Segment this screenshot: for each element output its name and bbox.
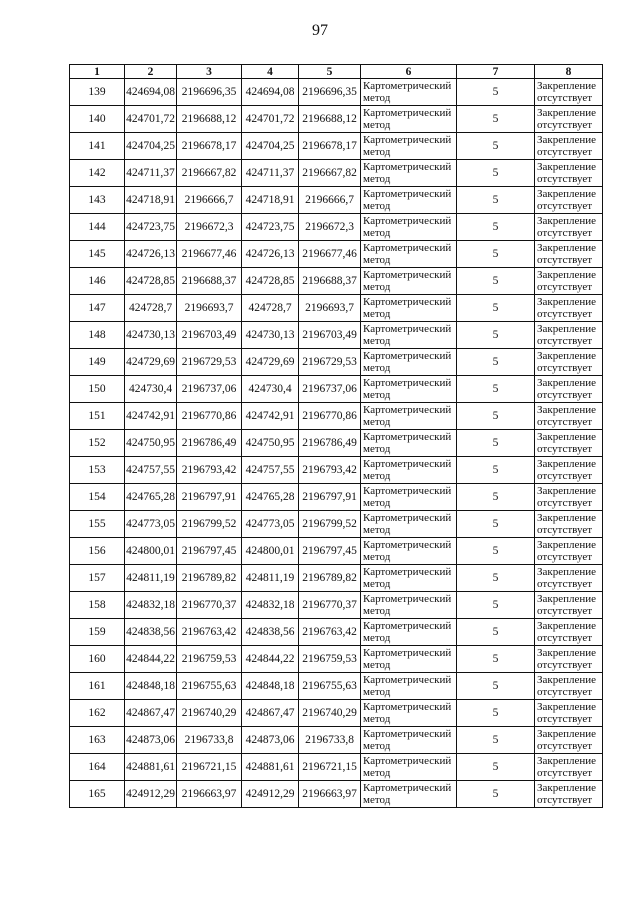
- y-coordinate-2-cell: 2196703,49: [299, 322, 361, 349]
- fixation-cell: Закрепление отсутствует: [535, 241, 603, 268]
- y-coordinate-2-cell: 2196672,3: [299, 214, 361, 241]
- y-coordinate-cell: 2196688,37: [177, 268, 242, 295]
- x-coordinate-cell: 424873,06: [125, 727, 177, 754]
- table-row: [70, 565, 603, 592]
- y-coordinate-2-cell: 2196770,37: [299, 592, 361, 619]
- accuracy-cell: 5: [457, 106, 535, 133]
- table-body: [70, 79, 603, 808]
- x-coordinate-2-cell: 424873,06: [242, 727, 299, 754]
- fixation-cell: Закрепление отсутствует: [535, 133, 603, 160]
- point-number-cell: 145: [70, 241, 125, 268]
- y-coordinate-cell: 2196799,52: [177, 511, 242, 538]
- y-coordinate-cell: 2196770,86: [177, 403, 242, 430]
- y-coordinate-2-cell: 2196666,7: [299, 187, 361, 214]
- table-row: [70, 133, 603, 160]
- y-coordinate-2-cell: 2196693,7: [299, 295, 361, 322]
- x-coordinate-2-cell: 424838,56: [242, 619, 299, 646]
- x-coordinate-2-cell: 424800,01: [242, 538, 299, 565]
- method-cell: Картометрический метод: [361, 160, 457, 187]
- accuracy-cell: 5: [457, 700, 535, 727]
- point-number-cell: 163: [70, 727, 125, 754]
- x-coordinate-2-cell: 424728,7: [242, 295, 299, 322]
- table-row: [70, 754, 603, 781]
- y-coordinate-2-cell: 2196663,97: [299, 781, 361, 808]
- x-coordinate-2-cell: 424723,75: [242, 214, 299, 241]
- point-number-cell: 156: [70, 538, 125, 565]
- x-coordinate-cell: 424730,4: [125, 376, 177, 403]
- y-coordinate-cell: 2196672,3: [177, 214, 242, 241]
- y-coordinate-cell: 2196693,7: [177, 295, 242, 322]
- method-cell: Картометрический метод: [361, 700, 457, 727]
- method-cell: Картометрический метод: [361, 484, 457, 511]
- accuracy-cell: 5: [457, 214, 535, 241]
- x-coordinate-cell: 424765,28: [125, 484, 177, 511]
- method-cell: Картометрический метод: [361, 349, 457, 376]
- method-cell: Картометрический метод: [361, 214, 457, 241]
- accuracy-cell: 5: [457, 565, 535, 592]
- accuracy-cell: 5: [457, 160, 535, 187]
- fixation-cell: Закрепление отсутствует: [535, 646, 603, 673]
- x-coordinate-2-cell: 424728,85: [242, 268, 299, 295]
- method-cell: Картометрический метод: [361, 106, 457, 133]
- x-coordinate-cell: 424773,05: [125, 511, 177, 538]
- table-row: [70, 295, 603, 322]
- point-number-cell: 139: [70, 79, 125, 106]
- table-row: [70, 79, 603, 106]
- accuracy-cell: 5: [457, 673, 535, 700]
- method-cell: Картометрический метод: [361, 322, 457, 349]
- x-coordinate-cell: 424757,55: [125, 457, 177, 484]
- x-coordinate-cell: 424832,18: [125, 592, 177, 619]
- fixation-cell: Закрепление отсутствует: [535, 565, 603, 592]
- table-row: [70, 268, 603, 295]
- x-coordinate-cell: 424881,61: [125, 754, 177, 781]
- accuracy-cell: 5: [457, 79, 535, 106]
- x-coordinate-2-cell: 424701,72: [242, 106, 299, 133]
- x-coordinate-cell: 424728,7: [125, 295, 177, 322]
- fixation-cell: Закрепление отсутствует: [535, 403, 603, 430]
- accuracy-cell: 5: [457, 349, 535, 376]
- table-row: [70, 484, 603, 511]
- y-coordinate-2-cell: 2196793,42: [299, 457, 361, 484]
- x-coordinate-cell: 424730,13: [125, 322, 177, 349]
- y-coordinate-2-cell: 2196721,15: [299, 754, 361, 781]
- method-cell: Картометрический метод: [361, 619, 457, 646]
- x-coordinate-cell: 424912,29: [125, 781, 177, 808]
- method-cell: Картометрический метод: [361, 241, 457, 268]
- header-cell: 1: [70, 65, 125, 79]
- header-cell: 2: [125, 65, 177, 79]
- table-row: [70, 160, 603, 187]
- accuracy-cell: 5: [457, 619, 535, 646]
- y-coordinate-cell: 2196703,49: [177, 322, 242, 349]
- method-cell: Картометрический метод: [361, 295, 457, 322]
- accuracy-cell: 5: [457, 376, 535, 403]
- x-coordinate-cell: 424704,25: [125, 133, 177, 160]
- accuracy-cell: 5: [457, 322, 535, 349]
- y-coordinate-2-cell: 2196770,86: [299, 403, 361, 430]
- x-coordinate-cell: 424867,47: [125, 700, 177, 727]
- fixation-cell: Закрепление отсутствует: [535, 511, 603, 538]
- y-coordinate-2-cell: 2196696,35: [299, 79, 361, 106]
- x-coordinate-2-cell: 424730,13: [242, 322, 299, 349]
- y-coordinate-cell: 2196677,46: [177, 241, 242, 268]
- x-coordinate-cell: 424844,22: [125, 646, 177, 673]
- table-row: [70, 511, 603, 538]
- fixation-cell: Закрепление отсутствует: [535, 79, 603, 106]
- fixation-cell: Закрепление отсутствует: [535, 160, 603, 187]
- table-row: [70, 106, 603, 133]
- y-coordinate-2-cell: 2196688,12: [299, 106, 361, 133]
- point-number-cell: 141: [70, 133, 125, 160]
- table-row: [70, 538, 603, 565]
- method-cell: Картометрический метод: [361, 673, 457, 700]
- y-coordinate-cell: 2196667,82: [177, 160, 242, 187]
- x-coordinate-2-cell: 424757,55: [242, 457, 299, 484]
- x-coordinate-2-cell: 424729,69: [242, 349, 299, 376]
- fixation-cell: Закрепление отсутствует: [535, 430, 603, 457]
- x-coordinate-cell: 424694,08: [125, 79, 177, 106]
- y-coordinate-cell: 2196663,97: [177, 781, 242, 808]
- accuracy-cell: 5: [457, 781, 535, 808]
- table-row: [70, 349, 603, 376]
- fixation-cell: Закрепление отсутствует: [535, 214, 603, 241]
- y-coordinate-2-cell: 2196759,53: [299, 646, 361, 673]
- method-cell: Картометрический метод: [361, 376, 457, 403]
- y-coordinate-2-cell: 2196737,06: [299, 376, 361, 403]
- header-cell: 7: [457, 65, 535, 79]
- x-coordinate-2-cell: 424773,05: [242, 511, 299, 538]
- y-coordinate-2-cell: 2196799,52: [299, 511, 361, 538]
- x-coordinate-cell: 424811,19: [125, 565, 177, 592]
- accuracy-cell: 5: [457, 592, 535, 619]
- method-cell: Картометрический метод: [361, 565, 457, 592]
- method-cell: Картометрический метод: [361, 430, 457, 457]
- y-coordinate-2-cell: 2196688,37: [299, 268, 361, 295]
- fixation-cell: Закрепление отсутствует: [535, 538, 603, 565]
- x-coordinate-cell: 424701,72: [125, 106, 177, 133]
- y-coordinate-cell: 2196793,42: [177, 457, 242, 484]
- y-coordinate-cell: 2196786,49: [177, 430, 242, 457]
- fixation-cell: Закрепление отсутствует: [535, 727, 603, 754]
- point-number-cell: 140: [70, 106, 125, 133]
- fixation-cell: Закрепление отсутствует: [535, 295, 603, 322]
- accuracy-cell: 5: [457, 187, 535, 214]
- y-coordinate-cell: 2196666,7: [177, 187, 242, 214]
- table-row: [70, 430, 603, 457]
- x-coordinate-2-cell: 424750,95: [242, 430, 299, 457]
- method-cell: Картометрический метод: [361, 592, 457, 619]
- point-number-cell: 154: [70, 484, 125, 511]
- fixation-cell: Закрепление отсутствует: [535, 187, 603, 214]
- table-row: [70, 187, 603, 214]
- point-number-cell: 150: [70, 376, 125, 403]
- x-coordinate-cell: 424711,37: [125, 160, 177, 187]
- x-coordinate-cell: 424718,91: [125, 187, 177, 214]
- point-number-cell: 144: [70, 214, 125, 241]
- method-cell: Картометрический метод: [361, 133, 457, 160]
- point-number-cell: 162: [70, 700, 125, 727]
- fixation-cell: Закрепление отсутствует: [535, 700, 603, 727]
- point-number-cell: 143: [70, 187, 125, 214]
- accuracy-cell: 5: [457, 484, 535, 511]
- accuracy-cell: 5: [457, 646, 535, 673]
- x-coordinate-2-cell: 424811,19: [242, 565, 299, 592]
- x-coordinate-2-cell: 424726,13: [242, 241, 299, 268]
- table-row: [70, 646, 603, 673]
- y-coordinate-2-cell: 2196729,53: [299, 349, 361, 376]
- table-row: [70, 403, 603, 430]
- y-coordinate-2-cell: 2196667,82: [299, 160, 361, 187]
- y-coordinate-2-cell: 2196733,8: [299, 727, 361, 754]
- table-row: [70, 241, 603, 268]
- y-coordinate-cell: 2196755,63: [177, 673, 242, 700]
- table-row: [70, 619, 603, 646]
- y-coordinate-2-cell: 2196797,91: [299, 484, 361, 511]
- accuracy-cell: 5: [457, 457, 535, 484]
- x-coordinate-2-cell: 424832,18: [242, 592, 299, 619]
- method-cell: Картометрический метод: [361, 187, 457, 214]
- y-coordinate-cell: 2196733,8: [177, 727, 242, 754]
- x-coordinate-cell: 424848,18: [125, 673, 177, 700]
- point-number-cell: 147: [70, 295, 125, 322]
- x-coordinate-2-cell: 424704,25: [242, 133, 299, 160]
- fixation-cell: Закрепление отсутствует: [535, 268, 603, 295]
- page-number: 97: [312, 22, 328, 39]
- accuracy-cell: 5: [457, 403, 535, 430]
- y-coordinate-cell: 2196737,06: [177, 376, 242, 403]
- header-cell: 5: [299, 65, 361, 79]
- method-cell: Картометрический метод: [361, 403, 457, 430]
- table-row: [70, 592, 603, 619]
- x-coordinate-2-cell: 424765,28: [242, 484, 299, 511]
- table-row: [70, 457, 603, 484]
- method-cell: Картометрический метод: [361, 754, 457, 781]
- point-number-cell: 148: [70, 322, 125, 349]
- point-number-cell: 161: [70, 673, 125, 700]
- method-cell: Картометрический метод: [361, 268, 457, 295]
- x-coordinate-cell: 424838,56: [125, 619, 177, 646]
- method-cell: Картометрический метод: [361, 646, 457, 673]
- table-header-row: [70, 65, 603, 79]
- x-coordinate-cell: 424750,95: [125, 430, 177, 457]
- point-number-cell: 159: [70, 619, 125, 646]
- accuracy-cell: 5: [457, 754, 535, 781]
- fixation-cell: Закрепление отсутствует: [535, 322, 603, 349]
- y-coordinate-cell: 2196797,45: [177, 538, 242, 565]
- point-number-cell: 157: [70, 565, 125, 592]
- fixation-cell: Закрепление отсутствует: [535, 781, 603, 808]
- y-coordinate-cell: 2196759,53: [177, 646, 242, 673]
- accuracy-cell: 5: [457, 268, 535, 295]
- table-row: [70, 376, 603, 403]
- point-number-cell: 155: [70, 511, 125, 538]
- accuracy-cell: 5: [457, 430, 535, 457]
- point-number-cell: 151: [70, 403, 125, 430]
- y-coordinate-cell: 2196729,53: [177, 349, 242, 376]
- x-coordinate-cell: 424728,85: [125, 268, 177, 295]
- method-cell: Картометрический метод: [361, 781, 457, 808]
- point-number-cell: 149: [70, 349, 125, 376]
- x-coordinate-2-cell: 424844,22: [242, 646, 299, 673]
- fixation-cell: Закрепление отсутствует: [535, 754, 603, 781]
- y-coordinate-2-cell: 2196797,45: [299, 538, 361, 565]
- x-coordinate-2-cell: 424867,47: [242, 700, 299, 727]
- table-row: [70, 322, 603, 349]
- table-row: [70, 700, 603, 727]
- accuracy-cell: 5: [457, 295, 535, 322]
- header-cell: 3: [177, 65, 242, 79]
- y-coordinate-2-cell: 2196789,82: [299, 565, 361, 592]
- accuracy-cell: 5: [457, 511, 535, 538]
- point-number-cell: 153: [70, 457, 125, 484]
- header-cell: 6: [361, 65, 457, 79]
- point-number-cell: 164: [70, 754, 125, 781]
- y-coordinate-cell: 2196721,15: [177, 754, 242, 781]
- accuracy-cell: 5: [457, 727, 535, 754]
- method-cell: Картометрический метод: [361, 457, 457, 484]
- x-coordinate-2-cell: 424881,61: [242, 754, 299, 781]
- fixation-cell: Закрепление отсутствует: [535, 376, 603, 403]
- method-cell: Картометрический метод: [361, 727, 457, 754]
- point-number-cell: 160: [70, 646, 125, 673]
- x-coordinate-2-cell: 424718,91: [242, 187, 299, 214]
- fixation-cell: Закрепление отсутствует: [535, 349, 603, 376]
- point-number-cell: 165: [70, 781, 125, 808]
- point-number-cell: 142: [70, 160, 125, 187]
- point-number-cell: 152: [70, 430, 125, 457]
- header-cell: 8: [535, 65, 603, 79]
- y-coordinate-cell: 2196696,35: [177, 79, 242, 106]
- table-row: [70, 214, 603, 241]
- point-number-cell: 158: [70, 592, 125, 619]
- x-coordinate-cell: 424742,91: [125, 403, 177, 430]
- fixation-cell: Закрепление отсутствует: [535, 457, 603, 484]
- y-coordinate-2-cell: 2196755,63: [299, 673, 361, 700]
- fixation-cell: Закрепление отсутствует: [535, 592, 603, 619]
- y-coordinate-cell: 2196763,42: [177, 619, 242, 646]
- y-coordinate-2-cell: 2196786,49: [299, 430, 361, 457]
- table-row: [70, 727, 603, 754]
- table-row: [70, 673, 603, 700]
- fixation-cell: Закрепление отсутствует: [535, 673, 603, 700]
- x-coordinate-2-cell: 424730,4: [242, 376, 299, 403]
- y-coordinate-2-cell: 2196740,29: [299, 700, 361, 727]
- accuracy-cell: 5: [457, 133, 535, 160]
- fixation-cell: Закрепление отсутствует: [535, 484, 603, 511]
- x-coordinate-2-cell: 424848,18: [242, 673, 299, 700]
- header-cell: 4: [242, 65, 299, 79]
- method-cell: Картометрический метод: [361, 511, 457, 538]
- y-coordinate-cell: 2196688,12: [177, 106, 242, 133]
- x-coordinate-2-cell: 424711,37: [242, 160, 299, 187]
- fixation-cell: Закрепление отсутствует: [535, 619, 603, 646]
- point-number-cell: 146: [70, 268, 125, 295]
- y-coordinate-2-cell: 2196763,42: [299, 619, 361, 646]
- x-coordinate-cell: 424800,01: [125, 538, 177, 565]
- y-coordinate-2-cell: 2196677,46: [299, 241, 361, 268]
- method-cell: Картометрический метод: [361, 538, 457, 565]
- y-coordinate-cell: 2196797,91: [177, 484, 242, 511]
- x-coordinate-cell: 424726,13: [125, 241, 177, 268]
- coordinates-table: [69, 64, 603, 808]
- accuracy-cell: 5: [457, 538, 535, 565]
- table-row: [70, 781, 603, 808]
- y-coordinate-cell: 2196678,17: [177, 133, 242, 160]
- y-coordinate-cell: 2196789,82: [177, 565, 242, 592]
- x-coordinate-2-cell: 424912,29: [242, 781, 299, 808]
- x-coordinate-2-cell: 424694,08: [242, 79, 299, 106]
- accuracy-cell: 5: [457, 241, 535, 268]
- x-coordinate-cell: 424723,75: [125, 214, 177, 241]
- y-coordinate-cell: 2196740,29: [177, 700, 242, 727]
- x-coordinate-cell: 424729,69: [125, 349, 177, 376]
- x-coordinate-2-cell: 424742,91: [242, 403, 299, 430]
- fixation-cell: Закрепление отсутствует: [535, 106, 603, 133]
- y-coordinate-cell: 2196770,37: [177, 592, 242, 619]
- y-coordinate-2-cell: 2196678,17: [299, 133, 361, 160]
- method-cell: Картометрический метод: [361, 79, 457, 106]
